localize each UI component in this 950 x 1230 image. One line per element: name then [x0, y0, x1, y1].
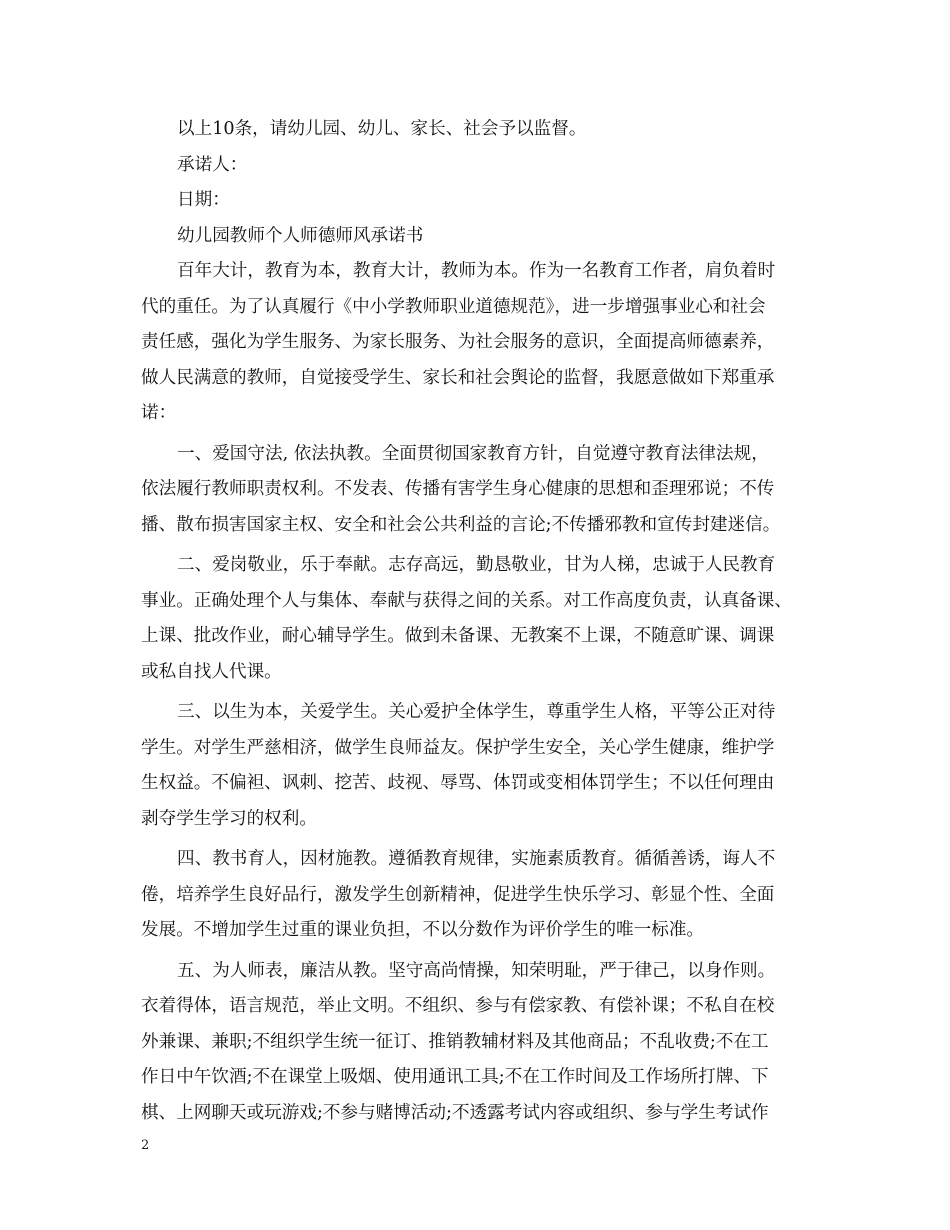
paragraph-line: 诺： [141, 403, 177, 423]
paragraph-line: 生权益。不偏袒、讽刺、挖苦、歧视、辱骂、体罚或变相体罚学生；不以任何理由 [141, 773, 775, 793]
paragraph-line: 五、为人师表，廉洁从教。坚守高尚情操，知荣明耻，严于律己，以身作则。 [177, 960, 776, 981]
promisor-label: 承诺人： [177, 154, 248, 175]
paragraph-line: 播、散布损害国家主权、安全和社会公共利益的言论;不传播邪教和宣传封建迷信。 [141, 514, 781, 535]
paragraph-line: 事业。正确处理个人与集体、奉献与获得之间的关系。对工作高度负责，认真备课、 [141, 590, 792, 611]
section-integrity [141, 954, 811, 1132]
document-title: 幼儿园教师个人师德师风承诺书 [177, 225, 424, 246]
paragraph-line: 四、教书育人，因材施教。遵循教育规律，实施素质教育。循循善诱，诲人不 [177, 849, 776, 869]
paragraph-line: 作日中午饮酒;不在课堂上吸烟、使用通讯工具;不在工作时间及工作场所打牌、下 [141, 1067, 769, 1087]
paragraph-line: 学生。对学生严慈相济，做学生良师益友。保护学生安全，关心学生健康，维护学 [141, 737, 775, 758]
paragraph-line: 剥夺学生学习的权利。 [141, 808, 317, 829]
paragraph-line: 或私自找人代课。 [141, 661, 282, 682]
supervision-note: 以上10条，请幼儿园、幼儿、家长、社会予以监督。 [177, 119, 587, 139]
date-label: 日期： [177, 190, 230, 210]
paragraph-line: 发展。不增加学生过重的课业负担，不以分数作为评价学生的唯一标准。 [141, 920, 705, 940]
paragraph-line: 百年大计，教育为本，教育大计，教师为本。作为一名教育工作者，肩负着时 [177, 261, 776, 281]
paragraph-line: 做人民满意的教师，自觉接受学生、家长和社会舆论的监督，我愿意做如下郑重承 [141, 367, 775, 388]
section-student-care [141, 695, 811, 837]
preamble-paragraph [141, 254, 811, 432]
paragraph-line: 责任感，强化为学生服务、为家长服务、为社会服务的意识，全面提高师德素养， [141, 332, 775, 352]
paragraph-line: 一、爱国守法, 依法执教。全面贯彻国家教育方针，自觉遵守教育法律法规， [177, 443, 769, 464]
paragraph-line: 衣着得体，语言规范，举止文明。不组织、参与有偿家教、有偿补课；不私自在校 [141, 996, 775, 1016]
paragraph-line: 依法履行教师职责权利。不发表、传播有害学生身心健康的思想和歪理邪说；不传 [141, 479, 775, 499]
section-teaching [141, 842, 811, 949]
paragraph-line: 代的重任。为了认真履行《中小学教师职业道德规范》，进一步增强事业心和社会 [141, 296, 766, 317]
section-patriotism [141, 437, 811, 544]
section-dedication [141, 548, 811, 690]
paragraph-line: 倦，培养学生良好品行，激发学生创新精神，促进学生快乐学习、彰显个性、全面 [141, 884, 775, 905]
page-number: 2 [141, 1138, 150, 1153]
paragraph-line: 二、爱岗敬业，乐于奉献。志存高远，勤恳敬业，甘为人梯，忠诚于人民教育 [177, 555, 776, 575]
paragraph-line: 外兼课、兼职;不组织学生统一征订、推销教辅材料及其他商品；不乱收费;不在工 [141, 1031, 769, 1052]
paragraph-line: 棋、上网聊天或玩游戏;不参与赌博活动;不透露考试内容或组织、参与学生考试作 [141, 1102, 769, 1123]
paragraph-line: 三、以生为本，关爱学生。关心爱护全体学生，尊重学生人格，平等公正对待 [177, 702, 776, 722]
paragraph-line: 上课、批改作业，耐心辅导学生。做到未备课、无教案不上课，不随意旷课、调课 [141, 626, 775, 646]
document-body [141, 112, 811, 1131]
